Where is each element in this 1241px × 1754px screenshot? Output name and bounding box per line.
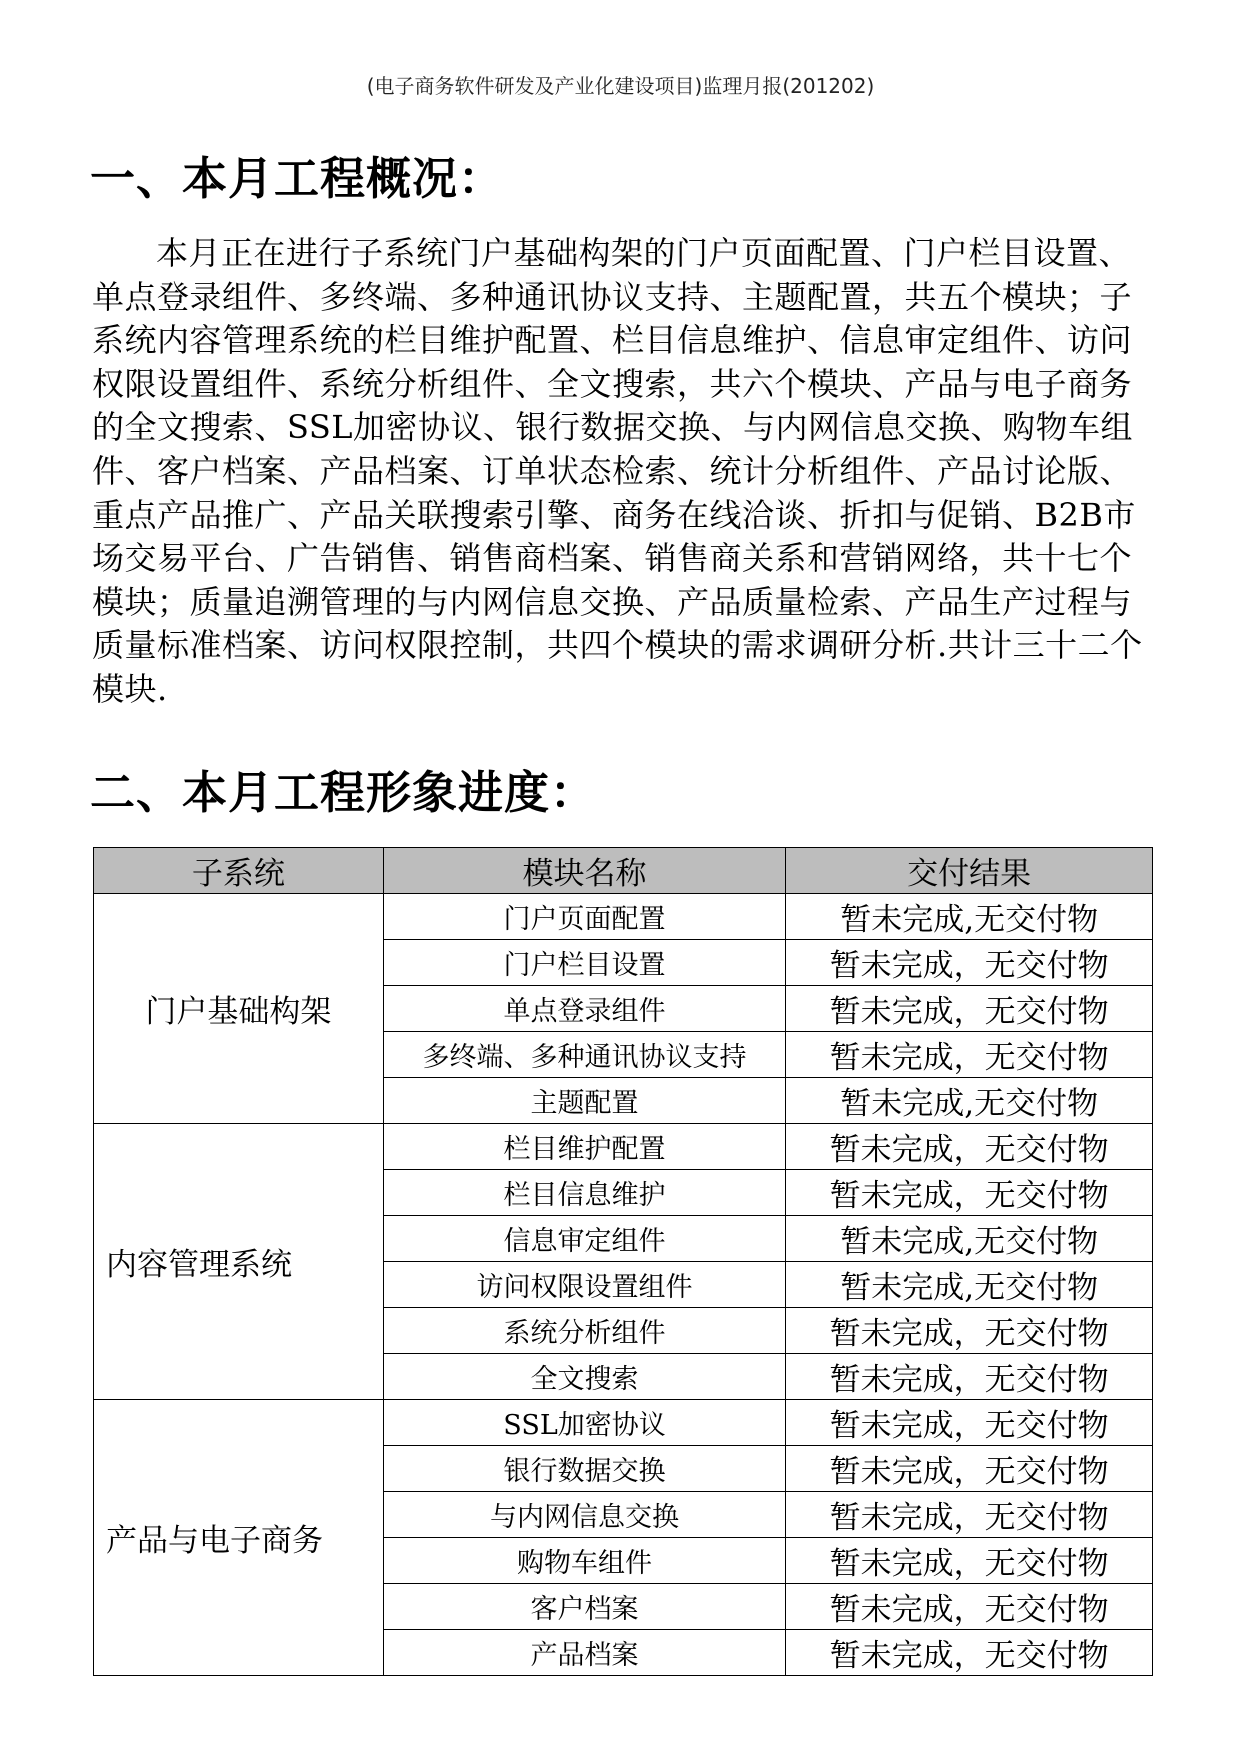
module-cell: 与内网信息交换: [383, 1492, 786, 1538]
module-cell: 访问权限设置组件: [383, 1262, 786, 1308]
module-cell: 门户栏目设置: [383, 940, 786, 986]
result-cell: 暂未完成，无交付物: [786, 1354, 1153, 1400]
result-cell: 暂未完成,无交付物: [786, 1216, 1153, 1262]
section-title-progress: 二、本月工程形象进度：: [90, 766, 597, 819]
header-subsystem: 子系统: [94, 848, 384, 894]
subsystem-cell: 内容管理系统: [94, 1124, 384, 1400]
module-cell: 栏目信息维护: [383, 1170, 786, 1216]
result-cell: 暂未完成，无交付物: [786, 1492, 1153, 1538]
module-cell: 信息审定组件: [383, 1216, 786, 1262]
table-header-row: [94, 848, 1153, 894]
result-cell: 暂未完成，无交付物: [786, 1032, 1153, 1078]
table-row: [94, 1124, 1153, 1170]
module-cell: 栏目维护配置: [383, 1124, 786, 1170]
header-result: 交付结果: [786, 848, 1153, 894]
result-cell: 暂未完成,无交付物: [786, 894, 1153, 940]
result-cell: 暂未完成，无交付物: [786, 940, 1153, 986]
subsystem-cell: 产品与电子商务: [94, 1400, 384, 1676]
result-cell: 暂未完成，无交付物: [786, 1308, 1153, 1354]
result-cell: 暂未完成，无交付物: [786, 1538, 1153, 1584]
result-cell: 暂未完成，无交付物: [786, 986, 1153, 1032]
module-cell: 门户页面配置: [383, 894, 786, 940]
module-cell: 产品档案: [383, 1630, 786, 1676]
module-cell: 客户档案: [383, 1584, 786, 1630]
subsystem-cell: 门户基础构架: [94, 894, 384, 1124]
result-cell: 暂未完成，无交付物: [786, 1584, 1153, 1630]
module-cell: 银行数据交换: [383, 1446, 786, 1492]
page-header: (电子商务软件研发及产业化建设项目)监理月报(201202): [366, 74, 875, 98]
overview-paragraph: 本月正在进行子系统门户基础构架的门户页面配置、门户栏目设置、单点登录组件、多终端、多种通讯协议支持、主题配置，共五个模块；子系统内容管理系统的栏目维护配置、栏目信息维护、信息审定组件、访问权限设置组件、系统分析组件、全文搜索，共六个模块、产品与电子商务的全文搜索、SSL加密协议、银行数据交换、与内网信息交换、购物车组件、客户档案、产品档案、订单状态检索、统计分析组件、产品讨论版、重点产品推广、产品关联搜索引擎、商务在线洽谈、折扣与促销、B2B市场交易平台、广告销售、销售商档案、销售商关系和营销网络，共十七个模块；质量追溯管理的与内网信息交换、产品质量检索、产品生产过程与质量标准档案、访问权限控制，共四个模块的需求调研分析.共计三十二个模块.: [92, 234, 1143, 708]
module-cell: 单点登录组件: [383, 986, 786, 1032]
progress-table: [93, 847, 1153, 1676]
module-cell: SSL加密协议: [383, 1400, 786, 1446]
result-cell: 暂未完成，无交付物: [786, 1630, 1153, 1676]
result-cell: 暂未完成,无交付物: [786, 1262, 1153, 1308]
module-cell: 全文搜索: [383, 1354, 786, 1400]
module-cell: 系统分析组件: [383, 1308, 786, 1354]
module-cell: 多终端、多种通讯协议支持: [383, 1032, 786, 1078]
result-cell: 暂未完成，无交付物: [786, 1170, 1153, 1216]
module-cell: 购物车组件: [383, 1538, 786, 1584]
result-cell: 暂未完成，无交付物: [786, 1400, 1153, 1446]
result-cell: 暂未完成，无交付物: [786, 1446, 1153, 1492]
result-cell: 暂未完成，无交付物: [786, 1124, 1153, 1170]
module-cell: 主题配置: [383, 1078, 786, 1124]
result-cell: 暂未完成,无交付物: [786, 1078, 1153, 1124]
table-row: [94, 1400, 1153, 1446]
table-row: [94, 894, 1153, 940]
section-title-overview: 一、本月工程概况：: [90, 152, 505, 205]
header-module: 模块名称: [383, 848, 786, 894]
